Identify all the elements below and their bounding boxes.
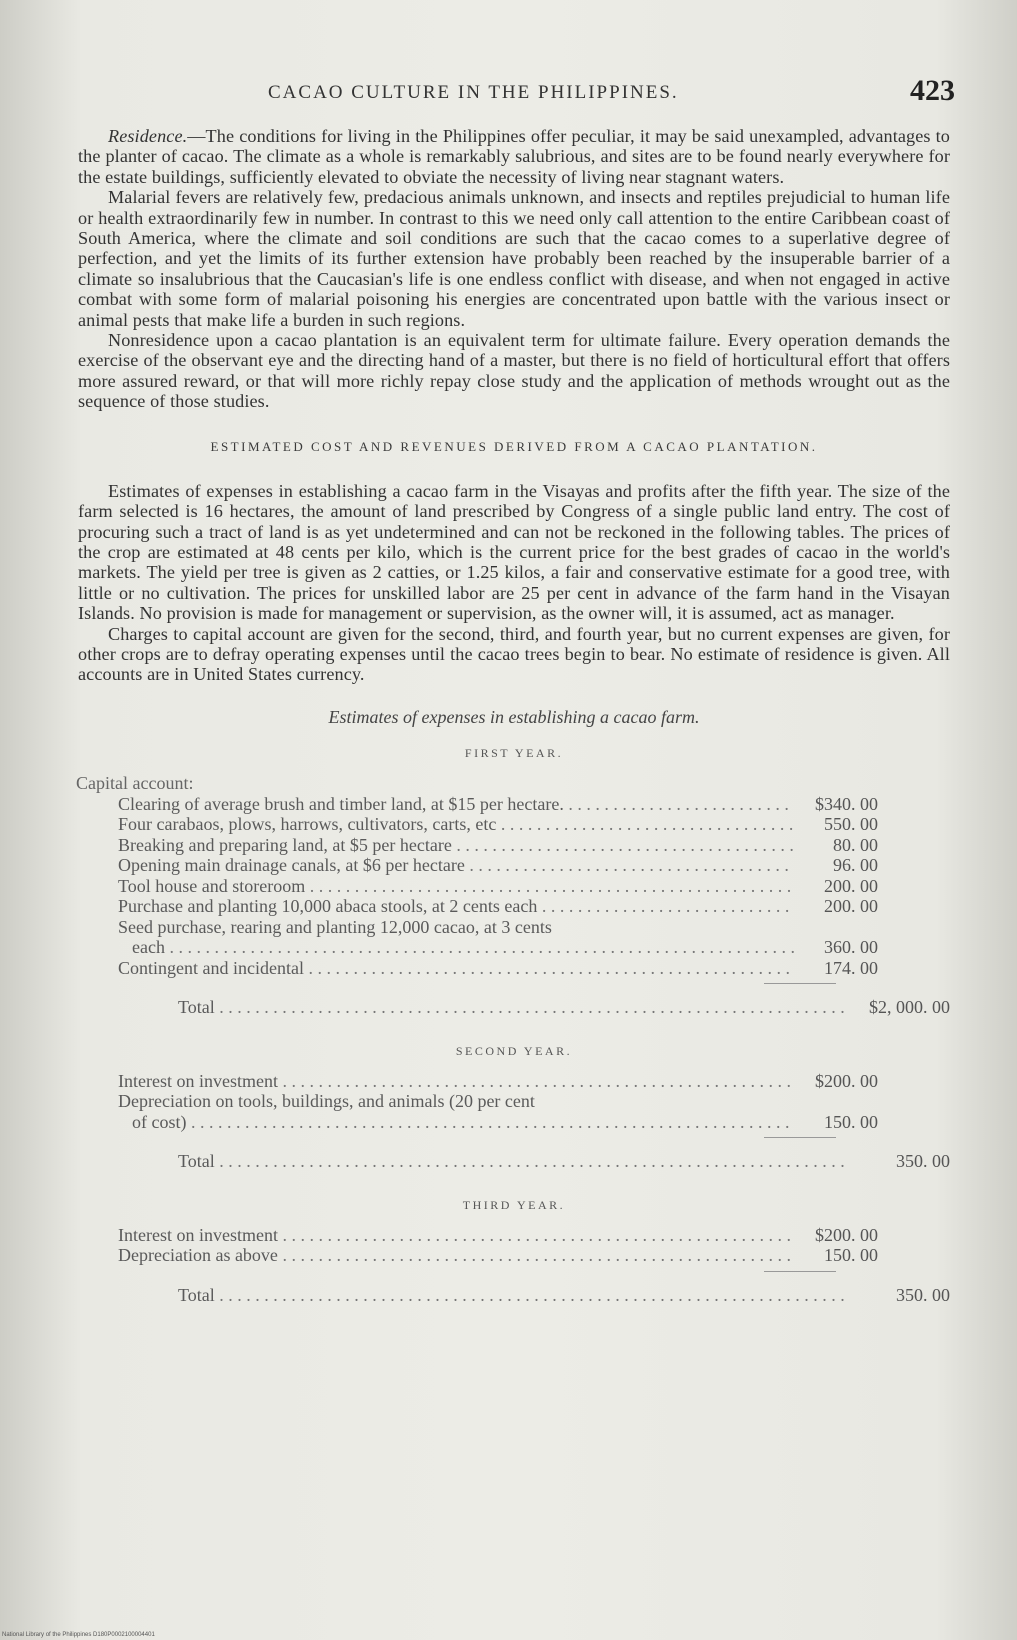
first-year-rows	[118, 794, 878, 979]
expense-row: Four carabaos, plows, harrows, cultivators, carts, etc . . . 550. 00	[118, 814, 878, 835]
expense-row: Clearing of average brush and timber land, at $15 per hectare. . . . $340. 00	[118, 794, 878, 815]
page-body	[78, 126, 950, 1305]
first-year-total: Total . . . $2, 000. 00	[178, 997, 950, 1018]
expense-row-continuation: of cost) . . . 150. 00	[118, 1112, 878, 1133]
expense-row-continuation: each . . . 360. 00	[118, 937, 878, 958]
second-year-rows	[118, 1071, 878, 1133]
estimate-paragraph-2: Charges to capital account are given for the second, third, and fourth year, but no current expenses are given, for other crops are to defray operating expenses until the cacao trees begin to bear. No estimate of residence is given. All accounts are in United States currency.	[78, 623, 950, 685]
estimate-paragraph-1: Estimates of expenses in establishing a cacao farm in the Visayas and profits after the fifth year. The size of the farm selected is 16 hectares, the amount of land prescribed by Congress of a single public land entry. The cost of procuring such a tract of land is as yet undetermined and can not be reckoned in the following tables. The prices of the crop are estimated at 48 cents per kilo, which is the current price for the best grades of cacao in the world's markets. The yield per tree is given as 2 catties, or 1.25 kilos, a fair and conservative estimate for a good tree, with little or no cultivation. The prices for unskilled labor are 25 per cent in advance of the farm hand in the Visayan Islands. No provision is made for management or supervision, as the owner will, it is assumed, act as manager.	[78, 480, 950, 624]
third-year-total: Total . . . 350. 00	[178, 1285, 950, 1306]
expense-row: Interest on investment . . . $200. 00	[118, 1071, 878, 1092]
expense-row: Depreciation as above . . . 150. 00	[118, 1245, 878, 1266]
residence-text: —The conditions for living in the Philippines offer peculiar, it may be said unexampled, advantages to the planter of cacao. The climate as a whole is remarkably salubrious, and sites are to be found nearly everywhere for the estate buildings, sufficiently elevated to obviate the necessity of living near stagnant waters.	[78, 126, 950, 187]
scan-credit: National Library of the Philippines D180P0002100004401	[2, 1632, 155, 1638]
sum-rule	[764, 983, 836, 984]
residence-lead: Residence.	[108, 126, 188, 146]
expense-row: Interest on investment . . . $200. 00	[118, 1225, 878, 1246]
second-year-heading: SECOND YEAR.	[455, 1043, 573, 1058]
expense-row: Purchase and planting 10,000 abaca stools, at 2 cents each . . . 200. 00	[118, 896, 878, 917]
capital-account-label: Capital account:	[76, 772, 194, 793]
residence-paragraph-2: Malarial fevers are relatively few, predacious animals unknown, and insects and reptiles prejudicial to human life or health extraordinarily few in number. In contrast to this we need only call attention to the entire Caribbean coast of South America, where the climate and soil conditions are such that the cacao comes to a superlative degree of perfection, and yet the limits of its further extension have probably been reached by the insuperable barrier of a climate so insalubrious that the Caucasian's life is one endless conflict with disease, and when not engaged in active combat with some form of malarial poisoning his energies are concentrated upon battle with the various insect or animal pests that make life a burden in such regions.	[78, 187, 950, 330]
page-number: 423	[910, 74, 955, 107]
expense-row: Seed purchase, rearing and planting 12,000 cacao, at 3 cents	[118, 916, 552, 937]
expense-row: Breaking and preparing land, at $5 per hectare . . . 80. 00	[118, 835, 878, 856]
sum-rule	[764, 1137, 836, 1138]
running-title: CACAO CULTURE IN THE PHILIPPINES.	[268, 82, 679, 103]
second-year-total: Total . . . 350. 00	[178, 1151, 950, 1172]
expense-row: Tool house and storeroom . . . 200. 00	[118, 876, 878, 897]
page-header	[0, 74, 1017, 118]
third-year-rows	[118, 1225, 878, 1266]
expense-row: Contingent and incidental . . . 174. 00	[118, 958, 878, 979]
expense-row: Opening main drainage canals, at $6 per hectare . . . 96. 00	[118, 855, 878, 876]
section-heading: ESTIMATED COST AND REVENUES DERIVED FROM A CACAO PLANTATION.	[210, 438, 818, 454]
residence-paragraph-3: Nonresidence upon a cacao plantation is an equivalent term for ultimate failure. Every operation demands the exercise of the observant eye and the directing hand of a master, but there is no field of horticultural effort that offers more assured reward, or that will more richly repay close study and the application of methods wrought out as the sequence of those studies.	[78, 330, 950, 412]
third-year-heading: THIRD YEAR.	[462, 1197, 566, 1212]
expense-row: Depreciation on tools, buildings, and animals (20 per cent	[118, 1091, 535, 1112]
first-year-heading: FIRST YEAR.	[464, 745, 564, 760]
table-caption: Estimates of expenses in establishing a cacao farm.	[328, 706, 700, 727]
residence-paragraph-1	[78, 126, 950, 187]
sum-rule	[764, 1271, 836, 1272]
